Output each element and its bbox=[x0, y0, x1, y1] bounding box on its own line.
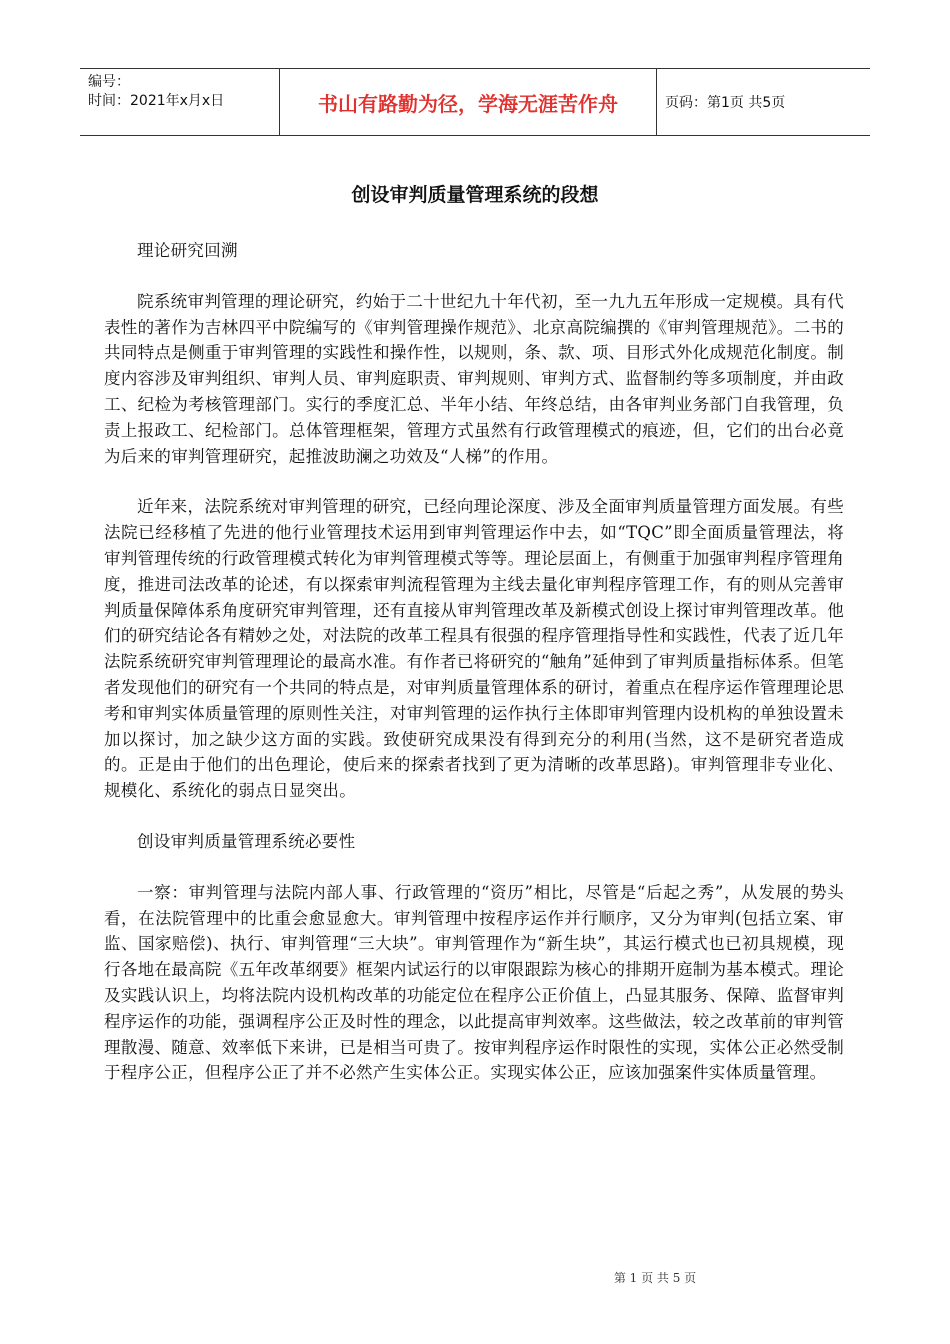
body-paragraph: 院系统审判管理的理论研究，约始于二十世纪九十年代初，至一九九五年形成一定规模。具有代表性的著作为吉林四平中院编写的《审判管理操作规范》、北京高院编撰的《审判管理规范》。二书的共同特点是侧重于审判管理的实践性和操作性，以规则，条、款、项、目形式外化成规范化制度。制度内容涉及审判组织、审判人员、审判庭职责、审判规则、审判方式、监督制约等多项制度，并由政工、纪检为考核管理部门。实行的季度汇总、半年小结、年终总结，由各审判业务部门自我管理，负责上报政工、纪检部门。总体管理框架，管理方式虽然有行政管理模式的痕迹，但，它们的出台必竟为后来的审判管理研究，起推波助澜之功效及“人梯”的作用。 bbox=[104, 291, 844, 466]
page-header bbox=[80, 68, 870, 136]
page-footer: 第 1 页 共 5 页 bbox=[613, 1271, 697, 1285]
body-paragraph: 一察：审判管理与法院内部人事、行政管理的“资历”相比，尽管是“后起之秀”，从发展的势头看，在法院管理中的比重会愈显愈大。审判管理中按程序运作并行顺序，又分为审判(包括立案、审监、国家赔偿)、执行、审判管理“三大块”。审判管理作为“新生块”，其运行模式也已初具规模，现行各地在最高院《五年改革纲要》框架内试运行的以审限跟踪为核心的排期开庭制为基本模式。理论及实践认识上，均将法院内设机构改革的功能定位在程序公正价值上，凸显其服务、保障、监督审判程序运作的功能，强调程序公正及时性的理念，以此提高审判效率。这些做法，较之改革前的审判管理散漫、随意、效率低下来讲，已是相当可贵了。按审判程序运作时限性的实现，实体公正必然受制于程序公正，但程序公正了并不必然产生实体公正。实现实体公正，应该加强案件实体质量管理。 bbox=[104, 882, 844, 1083]
header-meta bbox=[80, 69, 280, 135]
header-page-number: 页码：第1页 共5页 bbox=[665, 95, 786, 111]
document-title: 创设审判质量管理系统的段想 bbox=[351, 184, 599, 206]
section-heading: 创设审判质量管理系统必要性 bbox=[137, 831, 356, 851]
document-number-label: 编号： bbox=[88, 74, 130, 90]
body-paragraph: 近年来，法院系统对审判管理的研究，已经向理论深度、涉及全面审判质量管理方面发展。有些法院已经移植了先进的他行业管理技术运用到审判管理运作中去，如“TQC”即全面质量管理法，将审判管理传统的行政管理模式转化为审判管理模式等等。理论层面上，有侧重于加强审判程序管理角度，推进司法改革的论述，有以探索审判流程管理为主线去量化审判程序管理工作，有的则从完善审判质量保障体系角度研究审判管理，还有直接从审判管理改革及新模式创设上探讨审判管理改革。他们的研究结论各有精妙之处，对法院的改革工程具有很强的程序管理指导性和实践性，代表了近几年法院系统研究审判管理理论的最高水准。有作者已将研究的“触角”延伸到了审判质量指标体系。但笔者发现他们的研究有一个共同的特点是，对审判质量管理体系的研讨，着重点在程序运作管理理论思考和审判实体质量管理的原则性关注，对审判管理的运作执行主体即审判管理内设机构的单独设置未加以探讨，加之缺少这方面的实践。致使研究成果没有得到充分的利用(当然，这不是研究者造成的。正是由于他们的出色理论，使后来的探索者找到了更为清晰的改革思路)。审判管理非专业化、规模化、系统化的弱点日显突出。 bbox=[104, 497, 844, 801]
header-motto: 书山有路勤为径，学海无涯苦作舟 bbox=[280, 69, 657, 135]
document-date-label: 时间：2021年x月x日 bbox=[88, 93, 225, 109]
section-heading: 理论研究回溯 bbox=[137, 241, 238, 260]
document-body bbox=[104, 238, 844, 1111]
